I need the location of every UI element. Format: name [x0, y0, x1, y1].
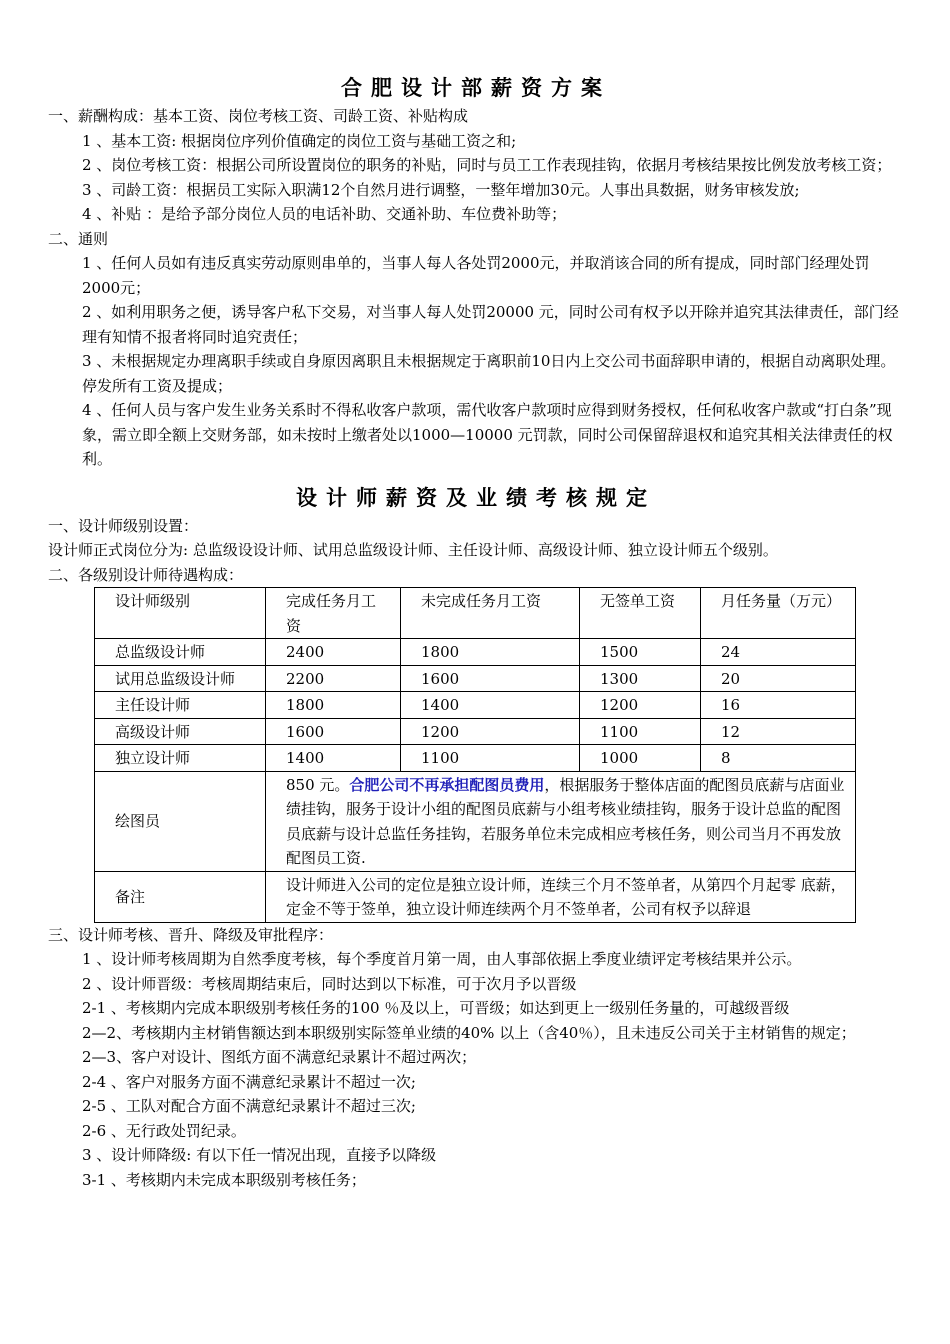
list-item: 2 、设计师晋级：考核周期结束后，同时达到以下标准，可于次月予以晋级 — [82, 974, 577, 993]
table-row — [95, 639, 856, 666]
drafter-highlight: 合肥公司不再承担配图员费用 — [349, 775, 545, 794]
table-cell: 8 — [701, 745, 856, 772]
table-row — [95, 692, 856, 719]
salary-table — [94, 587, 856, 923]
list-item: 2—2、考核期内主材销售额达到本职级别实际签单业绩的40% 以上（含40％），且未违反公司关于主材销售的规定； — [82, 1023, 856, 1042]
table-cell: 高级设计师 — [95, 718, 266, 745]
note-description: 设计师进入公司的定位是独立设计师，连续三个月不签单者，从第四个月起零 底薪，定金不等于签单，独立设计师连续两个月不签单者，公司有权予以辞退 — [266, 871, 856, 922]
column-header: 无签单工资 — [580, 588, 701, 639]
list-item: 4 、补贴 ：是给予部分岗位人员的电话补助、交通补助、车位费补助等； — [82, 205, 567, 223]
column-header: 设计师级别 — [95, 588, 266, 639]
table-cell: 主任设计师 — [95, 692, 266, 719]
table-cell: 总监级设计师 — [95, 639, 266, 666]
table-row — [95, 665, 856, 692]
table-header-row — [95, 588, 856, 639]
table-row — [95, 745, 856, 772]
section-title-designer: 设计师薪资及业绩考核规定 — [296, 484, 656, 510]
document-page — [48, 72, 904, 1192]
table-cell: 1600 — [266, 718, 401, 745]
list-item: 2—3、客户对设计、图纸方面不满意纪录累计不超过两次； — [82, 1048, 477, 1066]
list-item: 2 、岗位考核工资：根据公司所设置岗位的职务的补贴，同时与员工工作表现挂钩，依据月考核结果按比例发放考核工资； — [82, 156, 892, 174]
table-row — [95, 718, 856, 745]
section-heading-general-rules: 二、通则 — [48, 229, 109, 248]
list-item: 2-5 、工队对配合方面不满意纪录累计不超过三次; — [82, 1097, 416, 1115]
table-cell: 1400 — [266, 745, 401, 772]
table-cell: 试用总监级设计师 — [95, 665, 266, 692]
table-cell: 1100 — [580, 718, 701, 745]
drafter-description — [266, 771, 856, 871]
drafter-rest: ，根据服务于整体店面的配图员底薪与店面业绩挂钩，服务于设计小组的配图员底薪与小组考核业绩挂钩，服务于设计总监的配图员底薪与设计总监任务挂钩，若服务单位未完成相应考核任务，则公司当月不再发放配图员工资. — [286, 775, 845, 867]
table-cell: 独立设计师 — [95, 745, 266, 772]
table-cell: 16 — [701, 692, 856, 719]
table-cell: 1100 — [401, 745, 580, 772]
document-title: 合肥设计部薪资方案 — [341, 75, 611, 100]
table-cell: 1200 — [580, 692, 701, 719]
list-item: 2-4 、客户对服务方面不满意纪录累计不超过一次; — [82, 1072, 416, 1091]
levels-text: 设计师正式岗位分为: 总监级设设计师、试用总监级设计师、主任设计师、高级设计师、独立设计师五个级别。 — [48, 541, 778, 559]
table-cell: 绘图员 — [95, 771, 266, 871]
column-header: 月任务量（万元） — [701, 588, 856, 639]
section-heading-salary-table: 二、各级别设计师待遇构成： — [48, 565, 244, 584]
list-item: 1 、基本工资: 根据岗位序列价值确定的岗位工资与基础工资之和; — [82, 131, 517, 150]
list-item: 2-6 、无行政处罚纪录。 — [82, 1121, 246, 1140]
section-heading-assessment: 三、设计师考核、晋升、降级及审批程序： — [48, 925, 334, 944]
list-item: 3 、未根据规定办理离职手续或自身原因离职且未根据规定于离职前10日内上交公司书面辞职申请的，根据自动离职处理。停发所有工资及提成； — [82, 352, 896, 395]
column-header: 未完成任务月工资 — [401, 588, 580, 639]
list-item: 3 、司龄工资：根据员工实际入职满12个自然月进行调整，一整年增加30元。人事出具数据，财务审核发放; — [82, 180, 800, 199]
table-cell: 1200 — [401, 718, 580, 745]
table-row-drafter — [95, 771, 856, 871]
table-cell: 2200 — [266, 665, 401, 692]
table-cell: 1300 — [580, 665, 701, 692]
list-item: 2-1 、考核期内完成本职级别考核任务的100 ％及以上，可晋级；如达到更上一级别任务量的，可越级晋级 — [82, 999, 790, 1017]
drafter-amount: 850 元。 — [286, 775, 350, 794]
section-heading-compensation: 一、薪酬构成：基本工资、岗位考核工资、司龄工资、补贴构成 — [48, 107, 469, 125]
table-cell: 1800 — [401, 639, 580, 666]
table-cell: 1500 — [580, 639, 701, 666]
table-cell: 2400 — [266, 639, 401, 666]
table-cell: 1000 — [580, 745, 701, 772]
table-cell: 12 — [701, 718, 856, 745]
list-item: 4 、任何人员与客户发生业务关系时不得私收客户款项，需代收客户款项时应得到财务授权，任何私收客户款或“打白条”现象，需立即全额上交财务部，如未按时上缴者处以1000—10000 元罚款，同时公司保留辞退权和追究其相关法律责任的权利。 — [82, 401, 893, 468]
list-item: 2 、如利用职务之便，诱导客户私下交易，对当事人每人处罚20000 元，同时公司有权予以开除并追究其法律责任，部门经理有知情不报者将同时追究责任； — [82, 303, 899, 346]
table-cell: 备注 — [95, 871, 266, 922]
section-heading-levels: 一、设计师级别设置： — [48, 516, 199, 535]
table-row-note — [95, 871, 856, 922]
list-item: 3-1 、考核期内未完成本职级别考核任务； — [82, 1170, 366, 1189]
table-cell: 24 — [701, 639, 856, 666]
list-item: 1 、设计师考核周期为自然季度考核，每个季度首月第一周，由人事部依据上季度业绩评定考核结果并公示。 — [82, 950, 802, 968]
list-item: 3 、设计师降级: 有以下任一情况出现，直接予以降级 — [82, 1146, 437, 1164]
table-cell: 20 — [701, 665, 856, 692]
table-cell: 1800 — [266, 692, 401, 719]
table-cell: 1600 — [401, 665, 580, 692]
table-cell: 1400 — [401, 692, 580, 719]
list-item: 1 、任何人员如有违反真实劳动原则串单的，当事人每人各处罚2000元，并取消该合同的所有提成，同时部门经理处罚2000元； — [82, 254, 870, 297]
column-header: 完成任务月工资 — [266, 588, 401, 639]
